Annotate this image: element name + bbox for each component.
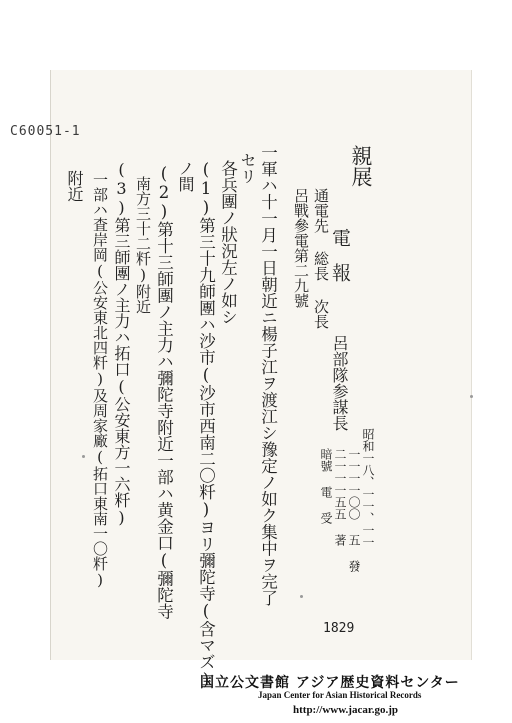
archive-url: http://www.jacar.go.jp xyxy=(293,704,399,716)
archive-name: 国立公文書館 アジア歴史資料センター xyxy=(200,675,460,691)
body-line-4: (1)第三十九師團ハ沙市(沙市西南二〇粁)ヨリ彌陀寺(含マズ) xyxy=(196,160,216,689)
reference-stamp: C60051-1 xyxy=(10,124,81,139)
telegram-title: 電報 xyxy=(329,228,351,298)
scan-speck xyxy=(300,595,303,598)
scan-speck xyxy=(470,395,473,398)
body-line-9: 一部ハ査岸岡(公安東北四粁)及周家廠(拓口東南一〇粁) xyxy=(91,172,109,589)
recipient-line-1: 通電先 総長 次長 xyxy=(312,188,330,329)
sender-name: 呂部隊参謀長 xyxy=(330,335,349,431)
date-line-2: 一一一一〇〇 五 發 xyxy=(347,448,361,572)
document-type-label: 親展 xyxy=(349,145,373,187)
body-line-6: (2)第十三師團ノ主力ハ彌陀寺附近一部ハ黄金口(彌陀寺 xyxy=(154,164,174,620)
body-line-10: 附近 xyxy=(65,170,84,202)
body-line-8: (3)第三師團ノ主力ハ拓口(公安東方一六粁) xyxy=(112,160,131,527)
date-line-3: 二一一一五五 著 xyxy=(333,448,347,546)
date-line-4: 暗號 電 受 xyxy=(319,448,333,524)
page-number: 1829 xyxy=(323,621,355,636)
body-line-3: 各兵團ノ狀況左ノ如シ xyxy=(218,160,238,325)
scan-speck xyxy=(82,455,85,458)
body-line-7: 南方三十二粁)附近 xyxy=(134,176,152,314)
body-line-1: 一軍ハ十一月一日朝近ニ楊子江ヲ渡江シ豫定ノ如ク集中ヲ完了 xyxy=(258,144,278,606)
date-line-1: 昭和一八、一一、一一 xyxy=(361,428,375,548)
body-line-2: セリ xyxy=(238,152,257,184)
archive-name-english: Japan Center for Asian Historical Records xyxy=(258,690,422,700)
recipient-line-2: 呂戰參電第二九號 xyxy=(292,188,310,308)
body-line-5: ノ間 xyxy=(176,160,195,192)
